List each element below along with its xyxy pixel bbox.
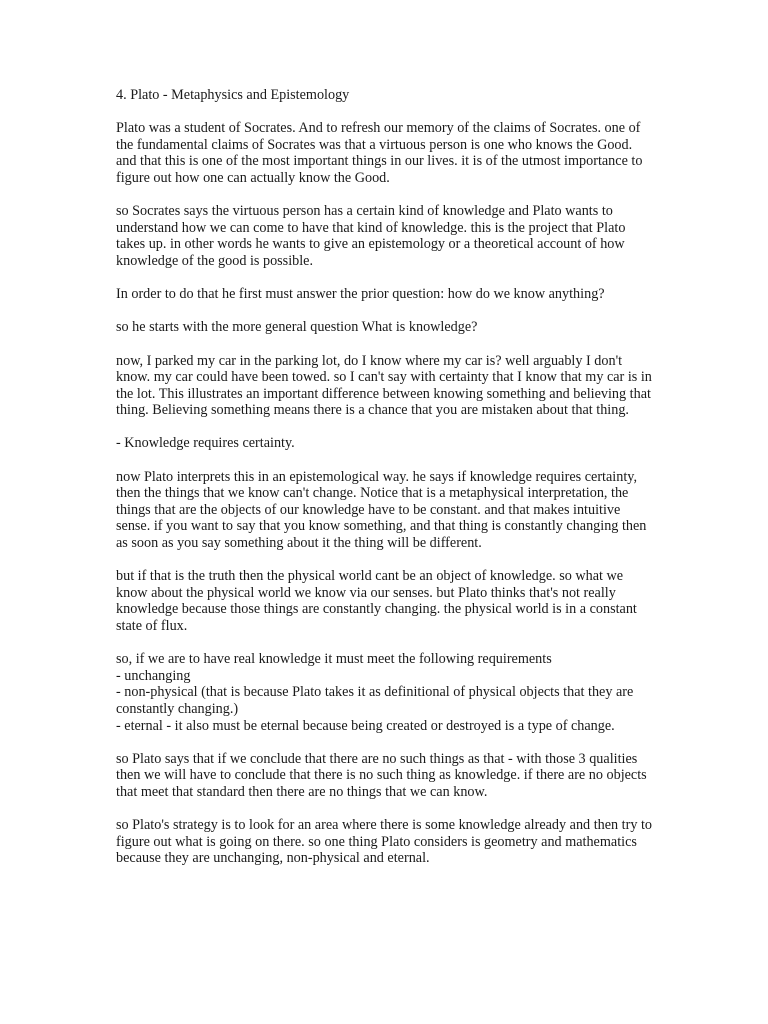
paragraph-plato-strategy: so Plato's strategy is to look for an area where there is some knowledge already and then try to figure out what is going on there. so one thing Plato considers is geometry and mathematics because they are unchanging, non-physical and eternal. [116,817,653,867]
paragraph-what-is-knowledge: so he starts with the more general question What is knowledge? [116,319,478,336]
document-body [116,87,656,884]
paragraph-plato-project: so Socrates says the virtuous person has a certain kind of knowledge and Plato wants to understand how we can come to have that kind of knowledge. this is the project that Plato takes up. in other words he wants to give an epistemology or a theoretical account of how knowledge of the good is possible. [116,203,626,269]
paragraph-requirements-list: so, if we are to have real knowledge it must meet the following requirements - unchanging - non-physical (that is because Plato takes it as definitional of physical objects that they are constantly changing.) - eternal - it also must be eternal because being created or destroyed is a type of change. [116,651,634,734]
paragraph-car-example: now, I parked my car in the parking lot, do I know where my car is? well arguably I don't know. my car could have been towed. so I can't say with certainty that I know that my car is in the lot. This illustrates an important difference between knowing something and believing that thing. Believing something means there is a chance that you are mistaken about that thing. [116,352,652,419]
document-title: 4. Plato - Metaphysics and Epistemology [116,87,350,103]
paragraph-prior-question: In order to do that he first must answer the prior question: how do we know anything? [116,286,605,303]
paragraph-knowledge-certainty: - Knowledge requires certainty. [116,435,295,452]
paragraph-no-knowledge: so Plato says that if we conclude that there are no such things as that - with those 3 qualities then we will have to conclude that there is no such thing as knowledge. if there are no objects that meet that standard then there are no things that we can know. [116,750,647,800]
paragraph-physical-world: but if that is the truth then the physical world cant be an object of knowledge. so what we know about the physical world we know via our senses. but Plato thinks that's not really knowledge because those things are constantly changing. the physical world is in a constant state of flux. [116,568,637,634]
paragraph-metaphysical-interpretation: now Plato interprets this in an epistemological way. he says if knowledge requires certainty, then the things that we know can't change. Notice that is a metaphysical interpretation, the things that are the objects of our knowledge have to be constant. and that makes intuitive sense. if you want to say that you know something, and that thing is constantly changing then as soon as you say something about it the thing will be different. [116,468,647,552]
paragraph-socrates-claims: Plato was a student of Socrates. And to refresh our memory of the claims of Socrates. one of the fundamental claims of Socrates was that a virtuous person is one who knows the Good. and that this is one of the most important things in our lives. it is of the utmost importance to figure out how one can actually know the Good. [116,120,643,186]
